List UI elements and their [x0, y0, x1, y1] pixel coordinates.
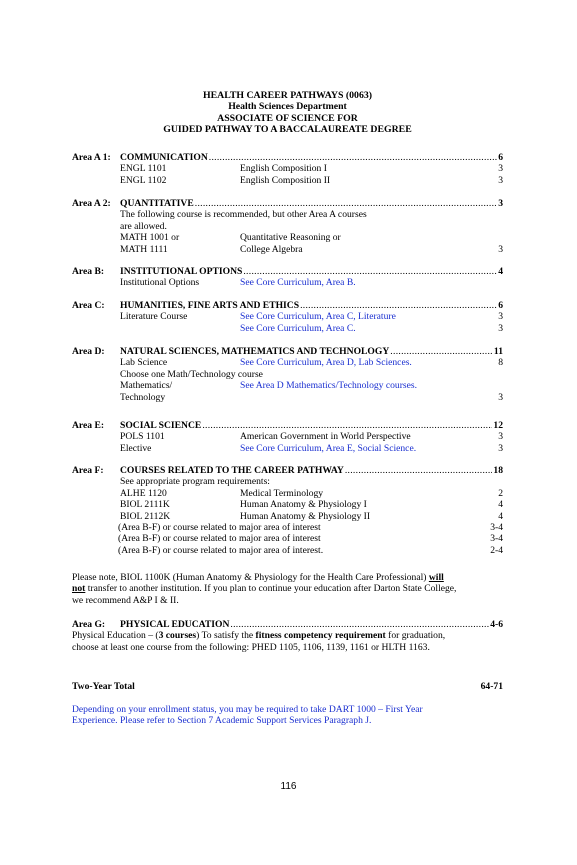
dot-leader: [345, 465, 493, 476]
course-row: [72, 232, 503, 243]
course-row: [72, 244, 503, 255]
fitness-requirement: fitness competency requirement: [255, 630, 386, 642]
area-hours: 3: [498, 198, 503, 209]
core-curriculum-link[interactable]: See Core Curriculum, Area E, Social Science.: [240, 442, 417, 454]
course-hours: 3-4: [490, 533, 503, 545]
area-g-section: [72, 619, 503, 653]
area-hours: 12: [493, 420, 503, 431]
course-row: [72, 392, 503, 403]
course-code: BIOL 2112K: [120, 510, 171, 522]
course-row: [72, 499, 503, 510]
elective-row: [72, 533, 503, 544]
area-hours: 4: [498, 266, 503, 277]
area-label: Area D:: [72, 346, 105, 357]
course-code: ALHE 1120: [120, 487, 167, 499]
elective-text: (Area B-F) or course related to major area of interest: [118, 521, 321, 533]
dot-leader: [202, 420, 492, 431]
note-text: Please note, BIOL 1100K (Human Anatomy & Physiology for the Health Care Professional): [72, 572, 429, 583]
course-hours: 4: [498, 499, 503, 511]
course-hours: 4: [498, 510, 503, 522]
course-code: ENGL 1102: [120, 174, 167, 186]
pe-courses-count: 3 courses: [158, 630, 197, 642]
area-hours: 6: [498, 300, 503, 311]
document-header: [72, 90, 503, 135]
pe-text: for graduation,: [385, 630, 446, 642]
area-label: Area A 2:: [72, 198, 111, 209]
area-label: Area G:: [72, 619, 106, 630]
elective-row: [72, 545, 503, 556]
course-row: [72, 323, 503, 334]
note-text: transfer to another institution. If you plan to continue your education after Darton State College,: [85, 583, 457, 595]
area-hours: 18: [493, 465, 503, 476]
department-name: Health Sciences Department: [228, 101, 347, 113]
area-title: COURSES RELATED TO THE CAREER PATHWAY: [120, 465, 344, 476]
course-row: [72, 488, 503, 499]
course-name: Medical Terminology: [240, 487, 324, 499]
core-curriculum-link[interactable]: See Core Curriculum, Area C.: [240, 322, 356, 334]
core-curriculum-link[interactable]: See Core Curriculum, Area D, Lab Sciences.: [240, 357, 412, 369]
area-b-section: [72, 266, 503, 289]
area-a1-section: [72, 152, 503, 186]
area-label: Area C:: [72, 300, 105, 311]
area-hours: 11: [493, 346, 503, 357]
dot-leader: [300, 300, 497, 311]
course-hours: 2-4: [490, 544, 503, 556]
course-code: POLS 1101: [120, 431, 165, 443]
total-hours: 64-71: [480, 681, 503, 692]
area-label: Area B:: [72, 266, 105, 277]
course-code: ENGL 1101: [120, 163, 167, 175]
area-title: INSTITUTIONAL OPTIONS: [120, 266, 243, 277]
course-hours: 8: [498, 357, 503, 369]
course-row: [72, 277, 503, 288]
course-name: Quantitative Reasoning or: [240, 232, 341, 244]
course-code: Mathematics/: [120, 380, 173, 392]
area-hours: 4-6: [490, 619, 503, 630]
course-code: Elective: [120, 442, 152, 454]
total-label: Two-Year Total: [72, 681, 135, 692]
course-row: [72, 357, 503, 368]
two-year-total: [72, 681, 503, 693]
pe-text: ) To satisfy the: [196, 630, 256, 642]
area-title: SOCIAL SCIENCE: [120, 420, 202, 431]
area-title: COMMUNICATION: [120, 152, 208, 163]
elective-row: [72, 522, 503, 533]
course-code: Lab Science: [120, 357, 168, 369]
course-row: [72, 311, 503, 322]
page-number: 116: [280, 781, 297, 792]
enrollment-note-line: Depending on your enrollment status, you may be required to take DART 1000 – First Year: [72, 704, 423, 715]
course-name: Human Anatomy & Physiology II: [240, 510, 371, 522]
course-hours: 3: [498, 442, 503, 454]
pe-text: Physical Education – (: [72, 630, 159, 642]
course-hours: 3-4: [490, 521, 503, 533]
elective-text: (Area B-F) or course related to major area of interest.: [118, 544, 324, 556]
area-c-section: [72, 300, 503, 334]
course-name: English Composition I: [240, 163, 327, 175]
pe-course-list: choose at least one course from the following: PHED 1105, 1106, 1139, 1161 or HLTH 1163.: [72, 641, 430, 653]
course-code: BIOL 2111K: [120, 499, 170, 511]
course-hours: 2: [498, 487, 503, 499]
course-code: Institutional Options: [120, 277, 200, 289]
dot-leader: [209, 152, 497, 163]
area-label: Area E:: [72, 420, 105, 431]
course-row: [72, 163, 503, 174]
course-code: MATH 1001 or: [120, 232, 180, 244]
biol-note-paragraph: [72, 572, 503, 606]
area-f-section: [72, 465, 503, 556]
area-title: PHYSICAL EDUCATION: [120, 619, 230, 630]
area-title: QUANTITATIVE: [120, 198, 194, 209]
course-code: Literature Course: [120, 311, 188, 323]
note-emphasis: will: [428, 572, 444, 583]
elective-text: (Area B-F) or course related to major area of interest: [118, 533, 321, 545]
enrollment-note: [72, 704, 503, 727]
course-row: [72, 431, 503, 442]
course-hours: 3: [498, 174, 503, 186]
course-hours: 3: [498, 431, 503, 443]
program-title: HEALTH CAREER PATHWAYS (0063): [202, 90, 373, 101]
area-hours: 6: [498, 152, 503, 163]
pathway-name: GUIDED PATHWAY TO A BACCALAUREATE DEGREE: [163, 123, 412, 135]
course-hours: 3: [498, 322, 503, 334]
course-row: [72, 443, 503, 454]
note-emphasis: not: [72, 583, 86, 595]
area-note: See appropriate program requirements:: [120, 476, 270, 488]
degree-name: ASSOCIATE OF SCIENCE FOR: [217, 112, 358, 124]
area-label: Area A 1:: [72, 152, 111, 163]
area-title: HUMANITIES, FINE ARTS AND ETHICS: [120, 300, 300, 311]
dot-leader: [243, 266, 497, 277]
course-name: English Composition II: [240, 174, 331, 186]
area-e-section: [72, 420, 503, 454]
course-row: [72, 175, 503, 186]
area-a2-section: [72, 198, 503, 255]
area-label: Area F:: [72, 465, 104, 476]
dot-leader: [195, 198, 497, 209]
area-note: Choose one Math/Technology course: [120, 368, 263, 380]
core-curriculum-link[interactable]: See Core Curriculum, Area C, Literature: [240, 311, 396, 323]
course-hours: 3: [498, 311, 503, 323]
course-name: Human Anatomy & Physiology I: [240, 499, 367, 511]
area-note: are allowed.: [120, 220, 167, 232]
course-name: College Algebra: [240, 243, 303, 255]
course-code: Technology: [120, 391, 166, 403]
dot-leader: [390, 346, 493, 357]
course-row: [72, 511, 503, 522]
course-code: MATH 1111: [120, 243, 168, 255]
enrollment-note-line: Experience. Please refer to Section 7 Academic Support Services Paragraph J.: [72, 715, 372, 727]
core-curriculum-link[interactable]: See Core Curriculum, Area B.: [240, 277, 356, 289]
course-hours: 3: [498, 243, 503, 255]
note-text: we recommend A&P I & II.: [72, 594, 179, 606]
course-name: American Government in World Perspective: [240, 431, 411, 443]
course-hours: 3: [498, 163, 503, 175]
area-d-courses-link[interactable]: See Area D Mathematics/Technology courses.: [240, 380, 418, 392]
area-title: NATURAL SCIENCES, MATHEMATICS AND TECHNOLOGY: [120, 346, 390, 357]
area-d-section: [72, 346, 503, 403]
dot-leader: [230, 619, 489, 630]
course-hours: 3: [498, 391, 503, 403]
course-row: [72, 380, 503, 391]
area-note: The following course is recommended, but other Area A courses: [120, 209, 367, 221]
